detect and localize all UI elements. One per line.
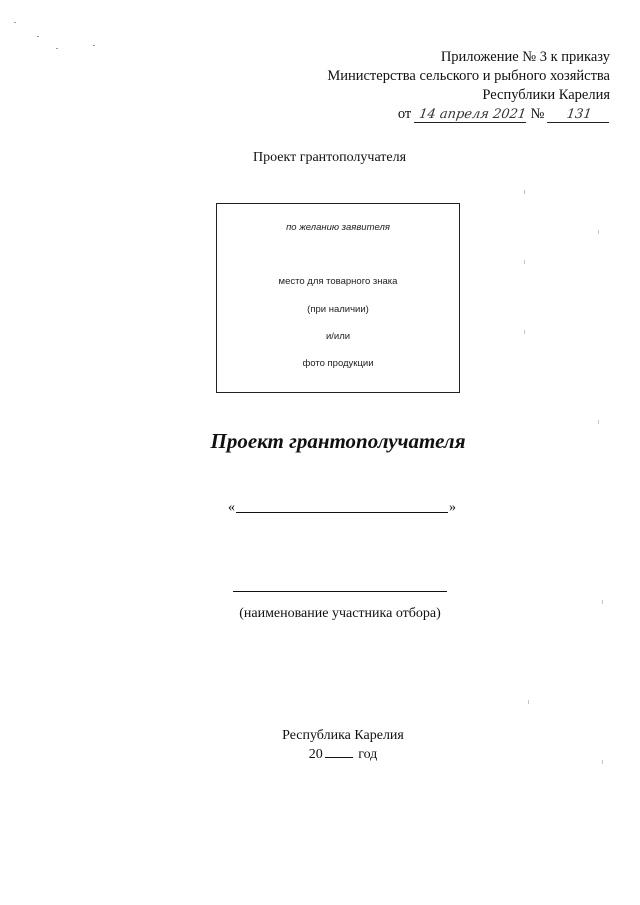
- main-title-text: Проект грантополучателя: [210, 429, 466, 453]
- scan-speck: [528, 700, 529, 704]
- if-any-note: (при наличии): [307, 304, 369, 315]
- trademark-note: место для товарного знака: [278, 276, 398, 287]
- appendix-line-2: Министерства сельского и рыбного хозяйства: [327, 68, 610, 84]
- open-quote: «: [228, 500, 235, 515]
- participant-name-rule: [233, 591, 447, 592]
- year-blank: [325, 745, 353, 758]
- number-label: №: [530, 106, 545, 122]
- project-name-blank: [236, 498, 448, 513]
- from-label: от: [397, 106, 412, 122]
- year-line: [0, 745, 640, 764]
- footer-block: [0, 726, 640, 764]
- region-name: Республика Карелия: [282, 728, 404, 743]
- handwritten-number: 131: [547, 108, 611, 123]
- project-name-field: [228, 498, 456, 516]
- scan-speck: [598, 420, 599, 424]
- project-label: Проект грантополучателя: [253, 150, 407, 165]
- appendix-line-1: Приложение № 3 к приказу: [440, 49, 610, 65]
- scan-speck: [524, 330, 525, 334]
- appendix-header: [327, 48, 610, 124]
- appendix-line-3: Республики Карелия: [482, 87, 610, 103]
- close-quote: »: [449, 500, 456, 515]
- at-request-note: по желанию заявителя: [286, 222, 390, 233]
- logo-placeholder-box: [216, 203, 460, 393]
- photo-note: фото продукции: [302, 358, 374, 369]
- scan-speck: [602, 600, 603, 604]
- scan-speck: [14, 22, 16, 23]
- scan-speck: [93, 45, 95, 46]
- participant-caption: (наименование участника отбора): [239, 606, 441, 621]
- scan-speck: [598, 230, 599, 234]
- handwritten-date: 14 апреля 2021: [414, 108, 528, 123]
- scan-speck: [37, 36, 39, 37]
- order-line: [327, 105, 610, 124]
- main-title: [0, 429, 640, 454]
- scan-speck: [56, 48, 58, 49]
- scan-speck: [524, 260, 525, 264]
- scan-speck: [524, 190, 525, 194]
- and-or-note: и/или: [325, 331, 351, 342]
- year-prefix: 20: [308, 747, 323, 762]
- year-suffix: год: [358, 747, 378, 762]
